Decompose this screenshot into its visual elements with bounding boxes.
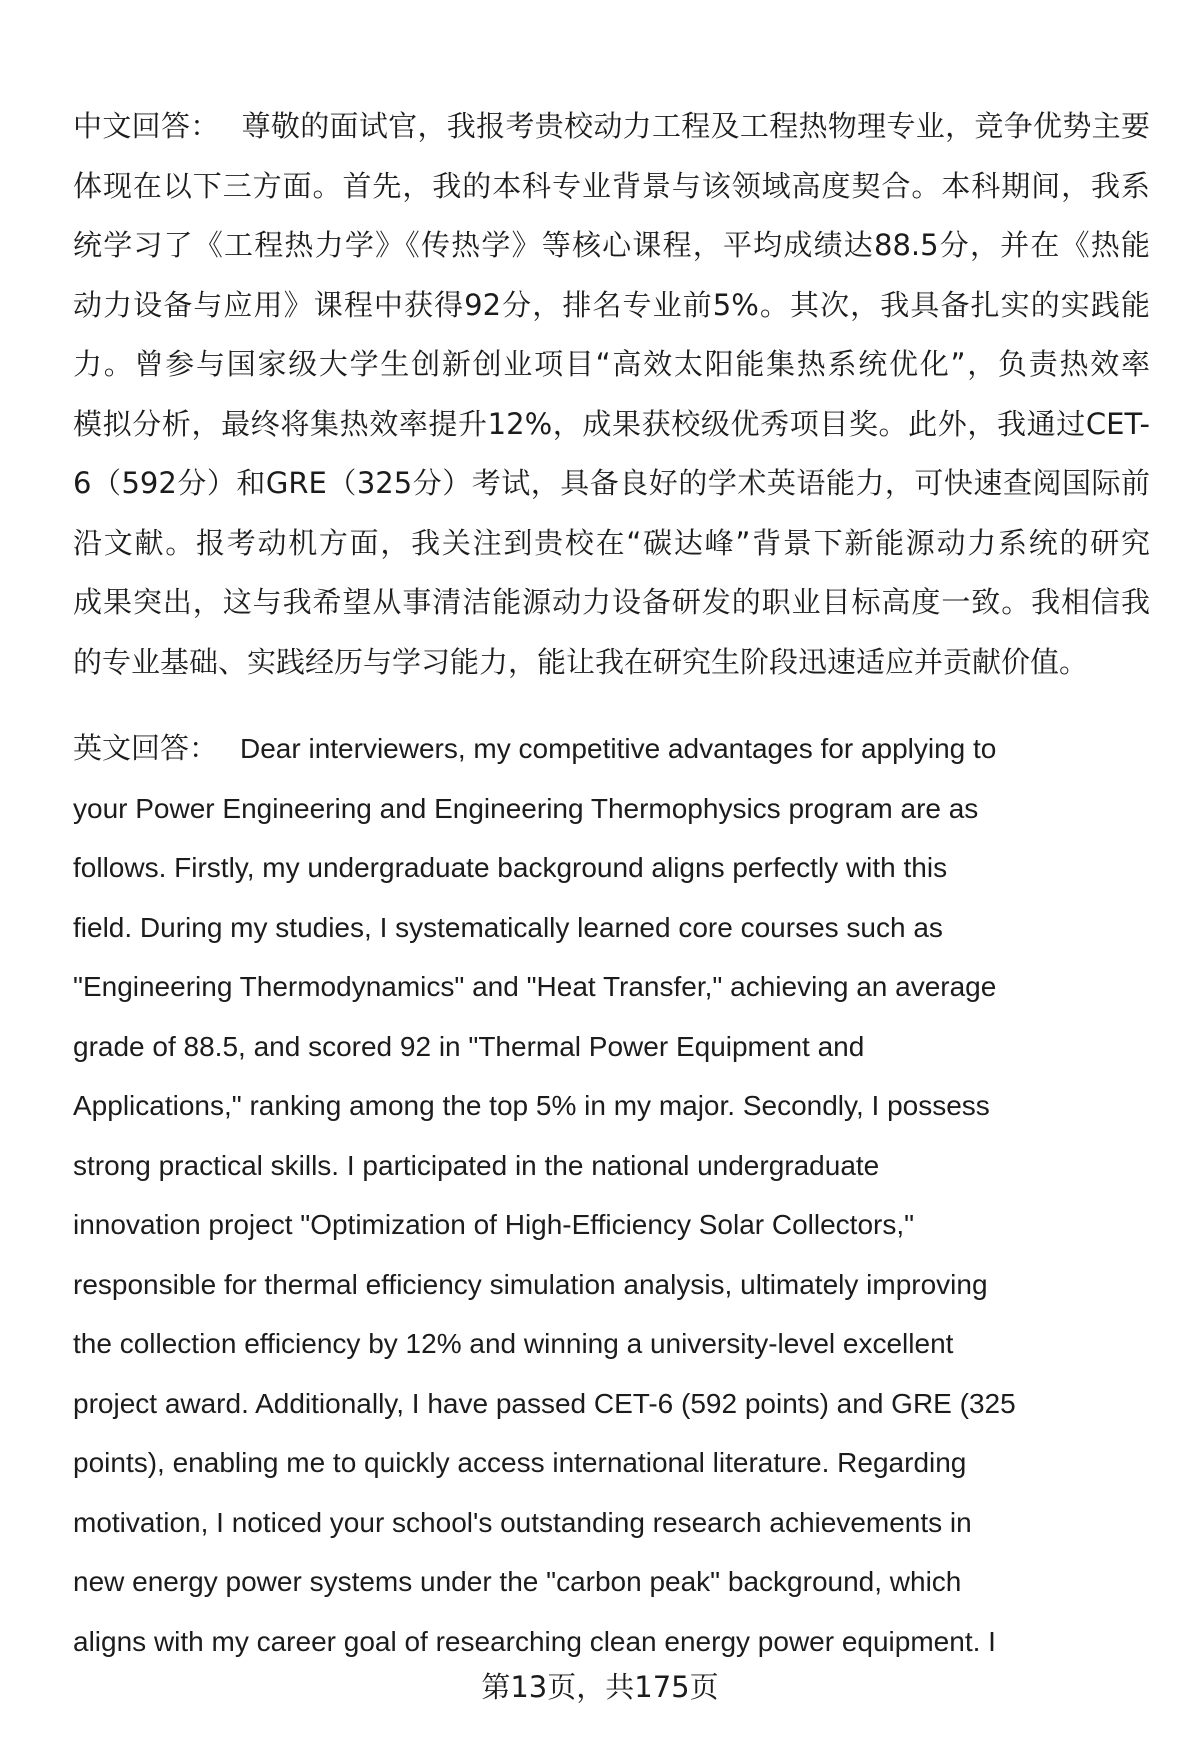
english-answer-line: Applications," ranking among the top 5% in my major. Secondly, I possess bbox=[73, 1090, 990, 1121]
chinese-answer-line: 力。曾参与国家级大学生创新创业项目“高效太阳能集热系统优化”，负责热效率 bbox=[73, 347, 1150, 381]
chinese-answer-text: 尊敬的面试官，我报考贵校动力工程及工程热物理专业，竞争优势主要 bbox=[241, 109, 1150, 143]
chinese-answer-line: 体现在以下三方面。首先，我的本科专业背景与该领域高度契合。本科期间，我系 bbox=[73, 168, 1150, 203]
english-answer-line: follows. Firstly, my undergraduate background aligns perfectly with this bbox=[73, 852, 948, 883]
english-answer-line: new energy power systems under the "carbon peak" background, which bbox=[73, 1566, 962, 1597]
chinese-answer-line: 沿文献。报考动机方面，我关注到贵校在“碳达峰”背景下新能源动力系统的研究 bbox=[73, 525, 1150, 560]
chinese-answer-line: 6（592分）和GRE（325分）考试，具备良好的学术英语能力，可快速查阅国际前 bbox=[73, 466, 1150, 500]
english-answer-section bbox=[73, 719, 1150, 1671]
english-answer-line: "Engineering Thermodynamics" and "Heat Transfer," achieving an average bbox=[73, 971, 997, 1002]
english-answer-line: project award. Additionally, I have passed CET-6 (592 points) and GRE (325 bbox=[73, 1387, 1016, 1419]
chinese-answer-line: 统学习了《工程热力学》《传热学》等核心课程，平均成绩达88.5分，并在《热能 bbox=[73, 228, 1150, 262]
chinese-answer-line: 成果突出，这与我希望从事清洁能源动力设备研发的职业目标高度一致。我相信我 bbox=[73, 585, 1150, 619]
english-answer-text: Dear interviewers, my competitive advantages for applying to bbox=[240, 733, 997, 764]
english-answer-line: motivation, I noticed your school's outstanding research achievements in bbox=[73, 1506, 972, 1538]
english-answer-line: field. During my studies, I systematically learned core courses such as bbox=[73, 911, 943, 943]
english-answer-line: points), enabling me to quickly access international literature. Regarding bbox=[73, 1447, 967, 1478]
chinese-answer-line bbox=[73, 97, 1150, 157]
chinese-answer-line: 模拟分析，最终将集热效率提升12%，成果获校级优秀项目奖。此外，我通过CET- bbox=[73, 406, 1150, 441]
chinese-answer-label: 中文回答： bbox=[73, 109, 220, 143]
english-answer-line: responsible for thermal efficiency simulation analysis, ultimately improving bbox=[73, 1268, 988, 1300]
english-answer-line bbox=[73, 719, 1150, 779]
english-answer-line: grade of 88.5, and scored 92 in "Thermal Power Equipment and bbox=[73, 1030, 865, 1062]
english-answer-line: aligns with my career goal of researching clean energy power equipment. I bbox=[73, 1625, 996, 1657]
english-answer-line: your Power Engineering and Engineering Thermophysics program are as bbox=[73, 792, 979, 824]
chinese-answer-section bbox=[73, 97, 1150, 692]
page-number-footer: 第13页，共175页 bbox=[481, 1670, 719, 1704]
english-answer-line: strong practical skills. I participated in the national undergraduate bbox=[73, 1149, 880, 1181]
chinese-answer-line: 动力设备与应用》课程中获得92分，排名专业前5%。其次，我具备扎实的实践能 bbox=[73, 287, 1150, 322]
english-answer-label: 英文回答： bbox=[73, 731, 219, 765]
english-answer-line: innovation project "Optimization of High-Efficiency Solar Collectors," bbox=[73, 1209, 915, 1240]
chinese-answer-line: 的专业基础、实践经历与学习能力，能让我在研究生阶段迅速适应并贡献价值。 bbox=[73, 644, 1089, 679]
english-answer-line: the collection efficiency by 12% and winning a university-level excellent bbox=[73, 1328, 954, 1359]
